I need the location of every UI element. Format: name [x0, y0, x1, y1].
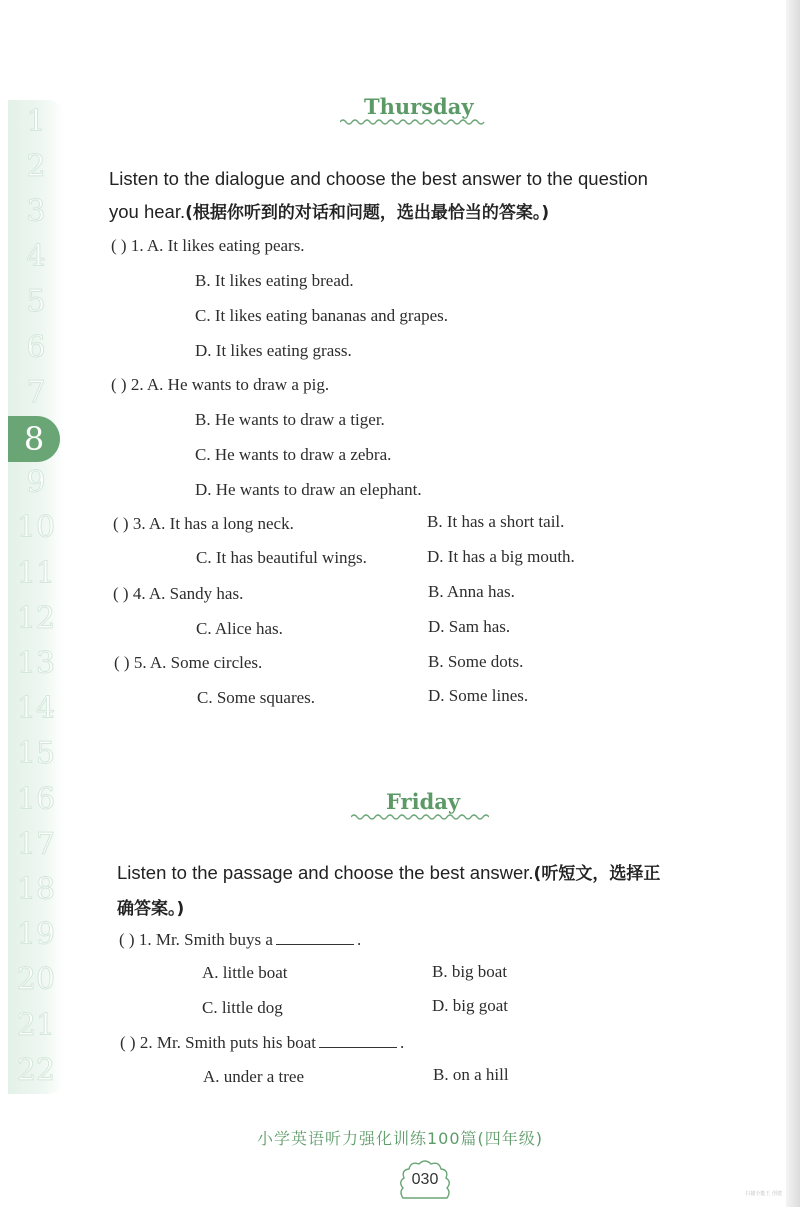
thu-q5-option-a: ( ) 5. A. Some circles. [114, 653, 263, 672]
friday-instruction [117, 856, 737, 926]
thu-q4-option-c: C. Alice has. [196, 619, 283, 638]
thu-q3-option-b: B. It has a short tail. [427, 512, 565, 531]
unit-tab-18[interactable]: 18 [16, 871, 56, 907]
thu-q1-option-b: B. It likes eating bread. [195, 271, 354, 290]
page-edge [786, 0, 800, 1207]
thu-q2-option-a: ( ) 2. A. He wants to draw a pig. [111, 375, 330, 394]
unit-tab-10[interactable]: 10 [16, 510, 56, 546]
fri-q1-option-c: C. little dog [202, 998, 283, 1017]
friday-instruction-cn2: 确答案。) [117, 899, 185, 919]
unit-tab-15[interactable]: 15 [16, 736, 56, 772]
unit-tab-7[interactable]: 7 [26, 374, 46, 410]
thu-q3-option-c: C. It has beautiful wings. [196, 548, 367, 567]
unit-tab-active[interactable]: 8 [8, 416, 60, 462]
thursday-title: Thursday [364, 94, 474, 119]
thursday-instruction-en2: you hear. [109, 201, 186, 222]
unit-tab-2[interactable]: 2 [26, 148, 46, 184]
fri-q1-stem-text: ( ) 1. Mr. Smith buys a [119, 930, 273, 949]
thu-q1-option-d: D. It likes eating grass. [195, 341, 352, 360]
scanner-watermark: 扫描全能王 创建 [745, 1191, 782, 1197]
page-number: 030 [411, 1171, 439, 1188]
thu-q5-option-b: B. Some dots. [428, 652, 524, 671]
thu-q1-option-c: C. It likes eating bananas and grapes. [195, 306, 449, 325]
unit-tab-13[interactable]: 13 [16, 645, 56, 681]
book-title-footer: 小学英语听力强化训练100篇(四年级) [256, 1129, 544, 1148]
fri-q1-stem-end: . [356, 930, 362, 949]
unit-tab-20[interactable]: 20 [16, 962, 56, 998]
thu-q5-option-d: D. Some lines. [428, 686, 529, 705]
friday-title: Friday [386, 789, 461, 814]
thu-q4-option-b: B. Anna has. [428, 582, 515, 601]
unit-tab-12[interactable]: 12 [16, 600, 56, 636]
unit-tab-3[interactable]: 3 [26, 193, 46, 229]
thu-q2-option-d: D. He wants to draw an elephant. [195, 480, 422, 499]
fri-q2-stem [120, 1033, 404, 1053]
unit-tab-22[interactable]: 22 [16, 1052, 56, 1088]
fri-q2-stem-end: . [399, 1033, 405, 1052]
unit-tab-14[interactable]: 14 [16, 691, 56, 727]
unit-tab-9[interactable]: 9 [26, 465, 46, 501]
fri-q1-option-a: A. little boat [202, 963, 288, 982]
thu-q3-option-a: ( ) 3. A. It has a long neck. [113, 514, 294, 533]
thursday-instruction-cn: (根据你听到的对话和问题，选出最恰当的答案。) [185, 203, 550, 223]
unit-tab-5[interactable]: 5 [26, 284, 46, 320]
fri-q2-blank[interactable] [319, 1033, 397, 1048]
fri-q1-blank[interactable] [276, 930, 354, 945]
unit-tab-11[interactable]: 11 [16, 555, 56, 591]
thursday-instruction-en: Listen to the dialogue and choose the best answer to the question [109, 168, 648, 189]
thu-q1-option-a: ( ) 1. A. It likes eating pears. [111, 236, 305, 255]
fri-q2-stem-text: ( ) 2. Mr. Smith puts his boat [120, 1033, 316, 1052]
fri-q1-stem [119, 930, 361, 950]
thu-q5-option-c: C. Some squares. [197, 688, 316, 707]
friday-instruction-en: Listen to the passage and choose the best answer. [117, 862, 534, 883]
thu-q3-option-d: D. It has a big mouth. [427, 547, 575, 566]
thu-q4-option-a: ( ) 4. A. Sandy has. [113, 584, 244, 603]
unit-tab-4[interactable]: 4 [26, 239, 46, 275]
fri-q2-option-b: B. on a hill [433, 1065, 509, 1084]
thursday-instruction [109, 162, 729, 230]
unit-tab-6[interactable]: 6 [26, 329, 46, 365]
thu-q2-option-b: B. He wants to draw a tiger. [195, 410, 385, 429]
thu-q2-option-c: C. He wants to draw a zebra. [195, 445, 392, 464]
fri-q2-option-a: A. under a tree [203, 1067, 305, 1086]
unit-tab-17[interactable]: 17 [16, 826, 56, 862]
friday-instruction-cn1: (听短文，选择正 [533, 864, 661, 884]
fri-q1-option-d: D. big goat [432, 996, 509, 1015]
unit-tab-19[interactable]: 19 [16, 917, 56, 953]
friday-wave-underline [351, 813, 489, 821]
unit-tab-16[interactable]: 16 [16, 781, 56, 817]
unit-tab-21[interactable]: 21 [16, 1007, 56, 1043]
thursday-wave-underline [340, 118, 485, 126]
thu-q4-option-d: D. Sam has. [428, 617, 511, 636]
unit-tab-1[interactable]: 1 [26, 103, 46, 139]
fri-q1-option-b: B. big boat [432, 962, 508, 981]
